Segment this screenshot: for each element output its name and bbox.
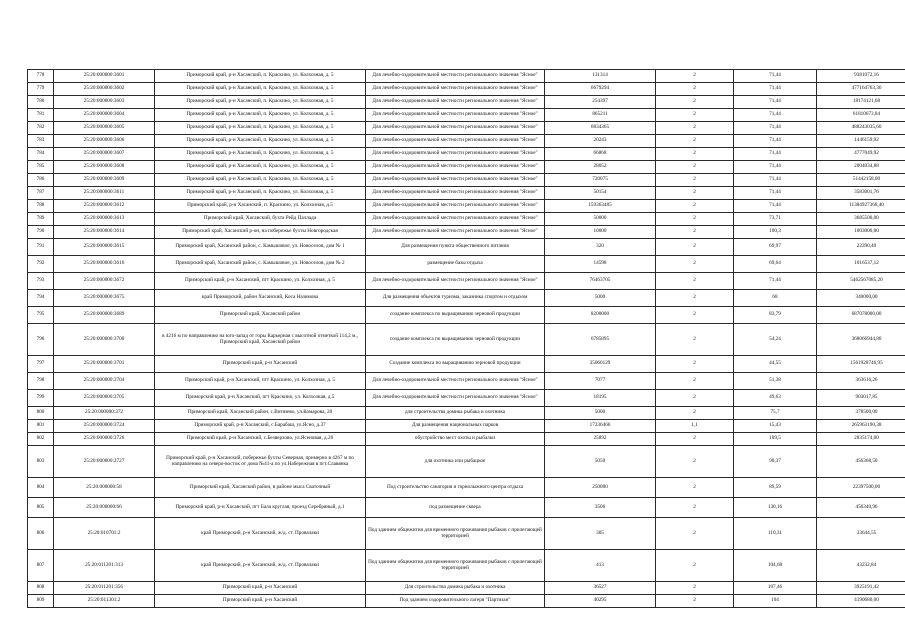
plot-area-cell: 131314 [545,70,656,83]
permitted-use-cell: Для лечебно-оздоровительной местности регионального значения "Ясное" [366,174,545,187]
cadastral-cost-cell: 43232,84 [817,550,905,582]
plot-area-cell: 18195 [545,390,656,407]
cadastral-number-cell: 25:20:000000:3609 [54,174,155,187]
table-row [28,478,905,498]
plot-area-cell: 50154 [545,187,656,200]
permitted-use-cell: Для лечебно-оздоровительной местности регионального значения "Ясное" [366,135,545,148]
cadastral-cost-cell: 18174121,68 [817,96,905,109]
cadastral-cost-cell: 340000,00 [817,290,905,307]
table-row [28,373,905,390]
table-row [28,407,905,420]
row-number-cell: 792 [28,256,54,273]
plot-address-cell: Приморский край, р-н Хасанский, п. Краскино, ул. Колхозная, д. 5 [155,161,366,174]
permitted-use-cell: Создание комплекса по выращиванию зерновой продукции [366,356,545,373]
plot-area-cell: 8200000 [545,307,656,324]
specific-cost-cell: 69,64 [734,256,817,273]
cadastral-cost-cell: 11384927368,40 [817,200,905,213]
cost-group-cell: 2 [656,122,734,135]
plot-address-cell: Приморский край, Хасанский район, с.Витязево, ул.Комарова, 20 [155,407,366,420]
plot-address-cell: Приморский край, р-н Хасанский, п. Краскино, ул. Колхозная, д.5 [155,200,366,213]
plot-area-cell: 5000 [545,407,656,420]
row-number-cell: 804 [28,478,54,498]
cadastral-cost-cell: 2004034,88 [817,161,905,174]
plot-address-cell: Приморский край, р-н Хасанский, п. Краскино, ул. Колхозная, д. 5 [155,96,366,109]
row-number-cell: 800 [28,407,54,420]
plot-address-cell: Приморский край, р-н Хасанский, пгт Бала круглая, проезд Серебряный, д.1 [155,498,366,518]
plot-address-cell: Приморский край, Хасанский р-он, на побережье бухты Новгородская [155,226,366,239]
cadastral-cost-cell: 488243035,60 [817,122,905,135]
row-number-cell: 789 [28,213,54,226]
cadastral-number-cell: 25:20:011201:313 [54,550,155,582]
cadastral-cost-cell: 2835174,00 [817,433,905,446]
cost-group-cell: 2 [656,135,734,148]
cost-group-cell: 2 [656,324,734,356]
cadastral-cost-cell: 368066944,80 [817,324,905,356]
plot-address-cell: Приморский край, р-н Хасанский, п. Краскино, ул. Колхозная, д. 5 [155,70,366,83]
cadastral-number-cell: 25:20:000000:58 [54,478,155,498]
row-number-cell: 782 [28,122,54,135]
plot-area-cell: 720075 [545,174,656,187]
table-row [28,518,905,550]
specific-cost-cell: 104,68 [734,550,817,582]
table-row [28,226,905,239]
cost-group-cell: 2 [656,550,734,582]
row-number-cell: 797 [28,356,54,373]
table-row [28,433,905,446]
plot-address-cell: Приморский край, р-н Хасанский, пгт Краскино, ул. Колхозная, д. 5 [155,373,366,390]
plot-address-cell: Приморский край, р-н Хасанский, п. Краскино, ул. Колхозная, д. 5 [155,135,366,148]
cadastral-number-cell: 25:20:000000:3724 [54,420,155,433]
cost-group-cell: 2 [656,226,734,239]
plot-area-cell: 17236466 [545,420,656,433]
specific-cost-cell: 71,44 [734,187,817,200]
cadastral-cost-cell: 1016537,12 [817,256,905,273]
plot-area-cell: 5050 [545,446,656,478]
specific-cost-cell: 68 [734,290,817,307]
table-row [28,135,905,148]
plot-address-cell: край Приморский, район Хасанский, Коса Назимова [155,290,366,307]
plot-area-cell: 66868 [545,148,656,161]
cost-group-cell: 1,1 [656,420,734,433]
row-number-cell: 808 [28,582,54,595]
permitted-use-cell: Для лечебно-оздоровительной местности регионального значения "Ясное" [366,273,545,290]
specific-cost-cell: 104 [734,595,817,608]
cadastral-cost-cell: 1561928746,95 [817,356,905,373]
cost-group-cell: 2 [656,446,734,478]
plot-area-cell: 36527 [545,582,656,595]
cadastral-number-cell: 25:20:011301:2 [54,595,155,608]
cadastral-number-cell: 25:20:000000:3727 [54,446,155,478]
cadastral-cost-cell: 687078000,00 [817,307,905,324]
specific-cost-cell: 90,37 [734,446,817,478]
cost-group-cell: 2 [656,518,734,550]
cadastral-cost-cell: 3925191,42 [817,582,905,595]
plot-area-cell: 320 [545,239,656,256]
cadastral-number-cell: 25:20:000000:3615 [54,239,155,256]
permitted-use-cell: для охотника или рыбацкое [366,446,545,478]
cadastral-number-cell: 25:20:000000:3726 [54,433,155,446]
plot-address-cell: Приморский край, р-н Хасанский, п. Краскино, ул. Колхозная, д. 5 [155,83,366,96]
cost-group-cell: 2 [656,83,734,96]
permitted-use-cell: Для размещения национальных парков [366,420,545,433]
specific-cost-cell: 71,44 [734,109,817,122]
permitted-use-cell: Под зданием общежития для временного проживания рыбаков с прилегающей территорией [366,550,545,582]
cadastral-number-cell: 25:20:000000:3602 [54,83,155,96]
cadastral-number-cell: 25:20:000000:3603 [54,96,155,109]
permitted-use-cell: создание комплекса по выращиванию зерновой продукции [366,324,545,356]
cadastral-number-cell: 25:20:010701:2 [54,518,155,550]
specific-cost-cell: 109,5 [734,433,817,446]
row-number-cell: 805 [28,498,54,518]
plot-address-cell: Приморский край, р-н Хасанский, пгт Краскино, ул. Колхозная, д.5 [155,390,366,407]
cadastral-number-cell: 25:20:011201:356 [54,582,155,595]
row-number-cell: 790 [28,226,54,239]
row-number-cell: 791 [28,239,54,256]
table-row [28,122,905,135]
table-row [28,356,905,373]
plot-address-cell: Приморский край, р-н Хасанский [155,356,366,373]
plot-address-cell: Приморский край, р-н Хасанский, с.Барабаш, ул.Ясно, д.37 [155,420,366,433]
cost-group-cell: 2 [656,239,734,256]
plot-area-cell: 25892 [545,433,656,446]
plot-address-cell: край Приморский, р-н Хасанский, ж/д. ст. Провалаки [155,550,366,582]
row-number-cell: 779 [28,83,54,96]
plot-address-cell: Приморский край, Хасанский район, в районе мыса Сваточный [155,478,366,498]
specific-cost-cell: 71,44 [734,135,817,148]
cadastral-number-cell: 25:20:000000:3601 [54,70,155,83]
specific-cost-cell: 71,44 [734,148,817,161]
cadastral-number-cell: 25:20:000000:66 [54,498,155,518]
permitted-use-cell: Для размещения объектов туризма, заказника спортом и отдыхом [366,290,545,307]
table-row [28,109,905,122]
permitted-use-cell: Для лечебно-оздоровительной местности регионального значения "Ясное" [366,213,545,226]
plot-area-cell: 50000 [545,213,656,226]
table-row [28,200,905,213]
cadastral-number-cell: 25:20:000000:3704 [54,373,155,390]
cadastral-number-cell: 25:20:000000:3613 [54,213,155,226]
permitted-use-cell: Для лечебно-оздоровительной местности регионального значения "Ясное" [366,200,545,213]
specific-cost-cell: 71,44 [734,96,817,109]
permitted-use-cell: для строительства домика рыбака и охотника [366,407,545,420]
cadastral-cost-cell: 477164763,36 [817,83,905,96]
cadastral-number-cell: 25:20:000000:3705 [54,390,155,407]
cost-group-cell: 2 [656,390,734,407]
cadastral-number-cell: 25:20:000000:3608 [54,161,155,174]
plot-address-cell: Приморский край, Хасанский район [155,307,366,324]
plot-address-cell: Приморский край, р-н Хасанский, п. Краскино, ул. Колхозная, д. 5 [155,148,366,161]
plot-area-cell: 5000 [545,290,656,307]
table-row [28,161,905,174]
table-row [28,213,905,226]
permitted-use-cell: Для лечебно-оздоровительной местности регионального значения "Ясное" [366,226,545,239]
permitted-use-cell: Для лечебно-оздоровительной местности регионального значения "Ясное" [366,148,545,161]
permitted-use-cell: под размещение сквера [366,498,545,518]
permitted-use-cell: Под строительство санатория и горнолыжного центра отдыха [366,478,545,498]
cadastral-cost-cell: 1003000,00 [817,226,905,239]
table-row [28,70,905,83]
specific-cost-cell: 71,44 [734,122,817,135]
specific-cost-cell: 71,44 [734,273,817,290]
cadastral-number-cell: 25:20:000000:3701 [54,356,155,373]
cadastral-cost-cell: 22397500,00 [817,478,905,498]
row-number-cell: 780 [28,96,54,109]
row-number-cell: 799 [28,390,54,407]
table-row [28,239,905,256]
cadastral-cost-cell: 456340,96 [817,498,905,518]
cost-group-cell: 2 [656,478,734,498]
permitted-use-cell: Для лечебно-оздоровительной местности регионального значения "Ясное" [366,70,545,83]
cadastral-cost-cell: 3685500,00 [817,213,905,226]
plot-address-cell: Приморский край, р-н Хасанский, п. Краскино, ул. Колхозная, д. 5 [155,122,366,135]
cost-group-cell: 2 [656,356,734,373]
cadastral-cost-cell: 4777049,92 [817,148,905,161]
row-number-cell: 784 [28,148,54,161]
plot-area-cell: 7077 [545,373,656,390]
cost-group-cell: 2 [656,498,734,518]
cadastral-cost-cell: 265963190,38 [817,420,905,433]
plot-address-cell: Приморский край, р-н Хасанский, п. Краскино, ул. Колхозная, д. 5 [155,109,366,122]
row-number-cell: 802 [28,433,54,446]
row-number-cell: 803 [28,446,54,478]
plot-area-cell: 305 [545,518,656,550]
cadastral-number-cell: 25:20:000000:3612 [54,200,155,213]
plot-address-cell: Приморский край, Хасанский район, с. Камышовое, ул. Новоселов, дом № 1 [155,239,366,256]
cadastral-number-cell: 25:20:000000:3672 [54,273,155,290]
plot-area-cell: 14598 [545,256,656,273]
cadastral-number-cell: 25:20:000000:3604 [54,109,155,122]
cost-group-cell: 2 [656,307,734,324]
row-number-cell: 806 [28,518,54,550]
row-number-cell: 785 [28,161,54,174]
plot-address-cell: Приморский край, Хасанский, бухта Рейд Паллада [155,213,366,226]
permitted-use-cell: Для лечебно-оздоровительной местности регионального значения "Ясное" [366,373,545,390]
plot-area-cell: 20243 [545,135,656,148]
permitted-use-cell: Для строительства домика рыбака и охотника [366,582,545,595]
row-number-cell: 796 [28,324,54,356]
cadastral-cost-cell: 456368,50 [817,446,905,478]
specific-cost-cell: 110,31 [734,518,817,550]
specific-cost-cell: 107,46 [734,582,817,595]
cost-group-cell: 2 [656,200,734,213]
cost-group-cell: 2 [656,256,734,273]
cadastral-number-cell: 25:20:000000:3605 [54,122,155,135]
table-row [28,446,905,478]
cadastral-cost-cell: 61810673,84 [817,109,905,122]
cost-group-cell: 2 [656,290,734,307]
row-number-cell: 786 [28,174,54,187]
specific-cost-cell: 100,3 [734,226,817,239]
plot-area-cell: 76463705 [545,273,656,290]
cost-group-cell: 2 [656,373,734,390]
cadastral-cost-cell: 4190680,00 [817,595,905,608]
cost-group-cell: 2 [656,407,734,420]
permitted-use-cell: создание комплекса по выращиванию зерновой продукции [366,307,545,324]
plot-address-cell: Приморский край, р-н Хасанский, п. Краскино, ул. Колхозная, д. 5 [155,187,366,200]
plot-area-cell: 10000 [545,226,656,239]
table-row [28,550,905,582]
row-number-cell: 783 [28,135,54,148]
cadastral-number-cell: 25:20:000000:3607 [54,148,155,161]
table-row [28,582,905,595]
specific-cost-cell: 51,38 [734,373,817,390]
table-row [28,290,905,307]
table-row [28,148,905,161]
table-row [28,595,905,608]
plot-area-cell: 6679294 [545,83,656,96]
table-row [28,256,905,273]
plot-area-cell: 40295 [545,595,656,608]
plot-area-cell: 159363485 [545,200,656,213]
cadastral-cost-cell: 3583001,76 [817,187,905,200]
specific-cost-cell: 71,44 [734,174,817,187]
row-number-cell: 801 [28,420,54,433]
cost-group-cell: 2 [656,174,734,187]
cadastral-cost-cell: 1446159,92 [817,135,905,148]
cost-group-cell: 2 [656,161,734,174]
row-number-cell: 793 [28,273,54,290]
row-number-cell: 795 [28,307,54,324]
cadastral-cost-cell: 5462567085,20 [817,273,905,290]
specific-cost-cell: 49,63 [734,390,817,407]
specific-cost-cell: 89,59 [734,478,817,498]
permitted-use-cell: Для лечебно-оздоровительной местности регионального значения "Ясное" [366,161,545,174]
cadastral-cost-cell: 33644,55 [817,518,905,550]
plot-address-cell: Приморский край, р-н Хасанский, п. Краскино, ул. Колхозная, д. 5 [155,174,366,187]
table-row [28,498,905,518]
specific-cost-cell: 15,43 [734,420,817,433]
permitted-use-cell: Для размещения пункта общественного питания [366,239,545,256]
permitted-use-cell: Под зданием общежития для временного проживания рыбаков с прилегающей территорией [366,518,545,550]
plot-address-cell: Приморский край, р-н Хасанский, пгт Краскино, ул. Колхозная, д. 5 [155,273,366,290]
cost-group-cell: 2 [656,595,734,608]
permitted-use-cell: Для лечебно-оздоровительной местности регионального значения "Ясное" [366,83,545,96]
permitted-use-cell: Под зданием оздоровительного лагеря "Партизан" [366,595,545,608]
table-row [28,174,905,187]
cadastral-cost-cell: 51442158,00 [817,174,905,187]
table-row [28,187,905,200]
permitted-use-cell: размещение базы отдыха [366,256,545,273]
plot-address-cell: край Приморский, р-н Хасанский, ж/д. ст. Провалаки [155,518,366,550]
cadastral-number-cell: 25:20:000000:3614 [54,226,155,239]
row-number-cell: 807 [28,550,54,582]
plot-area-cell: 254397 [545,96,656,109]
cadastral-number-cell: 25:20:000000:3675 [54,290,155,307]
permitted-use-cell: Для лечебно-оздоровительной местности регионального значения "Ясное" [366,122,545,135]
cost-group-cell: 2 [656,213,734,226]
plot-area-cell: 6785895 [545,324,656,356]
plot-area-cell: 3506 [545,498,656,518]
cost-group-cell: 2 [656,273,734,290]
plot-area-cell: 250000 [545,478,656,498]
permitted-use-cell: обустройство мест охоты и рыбалки [366,433,545,446]
plot-address-cell: Приморский край, р-н Хасанский, побережье бухты Северная, примерно в 4267 м по направлению на северо-восток от дома №41-а по ул.Набережная в пгт.Славянка [155,446,366,478]
row-number-cell: 798 [28,373,54,390]
specific-cost-cell: 71,44 [734,83,817,96]
plot-address-cell: Приморский край, р-н Хасанский [155,595,366,608]
cost-group-cell: 2 [656,96,734,109]
permitted-use-cell: Для лечебно-оздоровительной местности регионального значения "Ясное" [366,390,545,407]
cost-group-cell: 2 [656,433,734,446]
permitted-use-cell: Для лечебно-оздоровительной местности регионального значения "Ясное" [366,109,545,122]
specific-cost-cell: 71,44 [734,200,817,213]
specific-cost-cell: 83,79 [734,307,817,324]
cadastral-number-cell: 25:20:000000:3606 [54,135,155,148]
row-number-cell: 787 [28,187,54,200]
cadastral-number-cell: 25:20:000000:3616 [54,256,155,273]
table-row [28,390,905,407]
specific-cost-cell: 54,24 [734,324,817,356]
table-row [28,420,905,433]
specific-cost-cell: 130,16 [734,498,817,518]
specific-cost-cell: 75,7 [734,407,817,420]
permitted-use-cell: Для лечебно-оздоровительной местности регионального значения "Ясное" [366,187,545,200]
plot-address-cell: Приморский край, р-н Хасанский [155,582,366,595]
cost-group-cell: 2 [656,109,734,122]
specific-cost-cell: 71,44 [734,161,817,174]
plot-area-cell: 6834365 [545,122,656,135]
cost-group-cell: 2 [656,148,734,161]
plot-address-cell: в 4216 м по направлению на юго-запад от горы Карьерная с высотной отметкой 114,2 м., Приморский край, Хасанский район [155,324,366,356]
row-number-cell: 781 [28,109,54,122]
plot-area-cell: 413 [545,550,656,582]
cadastral-number-cell: 25:20:000000:3611 [54,187,155,200]
specific-cost-cell: 73,71 [734,213,817,226]
table-row [28,324,905,356]
plot-address-cell: Приморский край, р-н Хасанский, с.Безверхово, ул.Ясеновая, д.26 [155,433,366,446]
row-number-cell: 778 [28,70,54,83]
row-number-cell: 788 [28,200,54,213]
table-row [28,83,905,96]
cost-group-cell: 2 [656,70,734,83]
cadastral-number-cell: 25:20:000000:372 [54,407,155,420]
table-row [28,96,905,109]
specific-cost-cell: 44,55 [734,356,817,373]
cadastral-cost-cell: 9381072,16 [817,70,905,83]
cadastral-cost-cell: 378500,00 [817,407,905,420]
plot-area-cell: 28052 [545,161,656,174]
plot-area-cell: 35060129 [545,356,656,373]
row-number-cell: 809 [28,595,54,608]
cadastral-cost-cell: 22390,40 [817,239,905,256]
permitted-use-cell: Для лечебно-оздоровительной местности регионального значения "Ясное" [366,96,545,109]
cadastral-number-cell: 25:20:000000:3700 [54,324,155,356]
cadastral-cost-cell: 363616,26 [817,373,905,390]
cost-group-cell: 2 [656,187,734,200]
table-row [28,273,905,290]
table-row [28,307,905,324]
specific-cost-cell: 71,44 [734,70,817,83]
cost-group-cell: 2 [656,582,734,595]
cadastral-number-cell: 25:20:000000:3689 [54,307,155,324]
plot-area-cell: 865211 [545,109,656,122]
land-plots-table [27,69,905,608]
land-plots-table-body [28,70,905,608]
specific-cost-cell: 69,97 [734,239,817,256]
cadastral-cost-cell: 903017,85 [817,390,905,407]
row-number-cell: 794 [28,290,54,307]
plot-address-cell: Приморский край, Хасанский район, с. Камышовое, ул. Новоселов, дом № 2 [155,256,366,273]
